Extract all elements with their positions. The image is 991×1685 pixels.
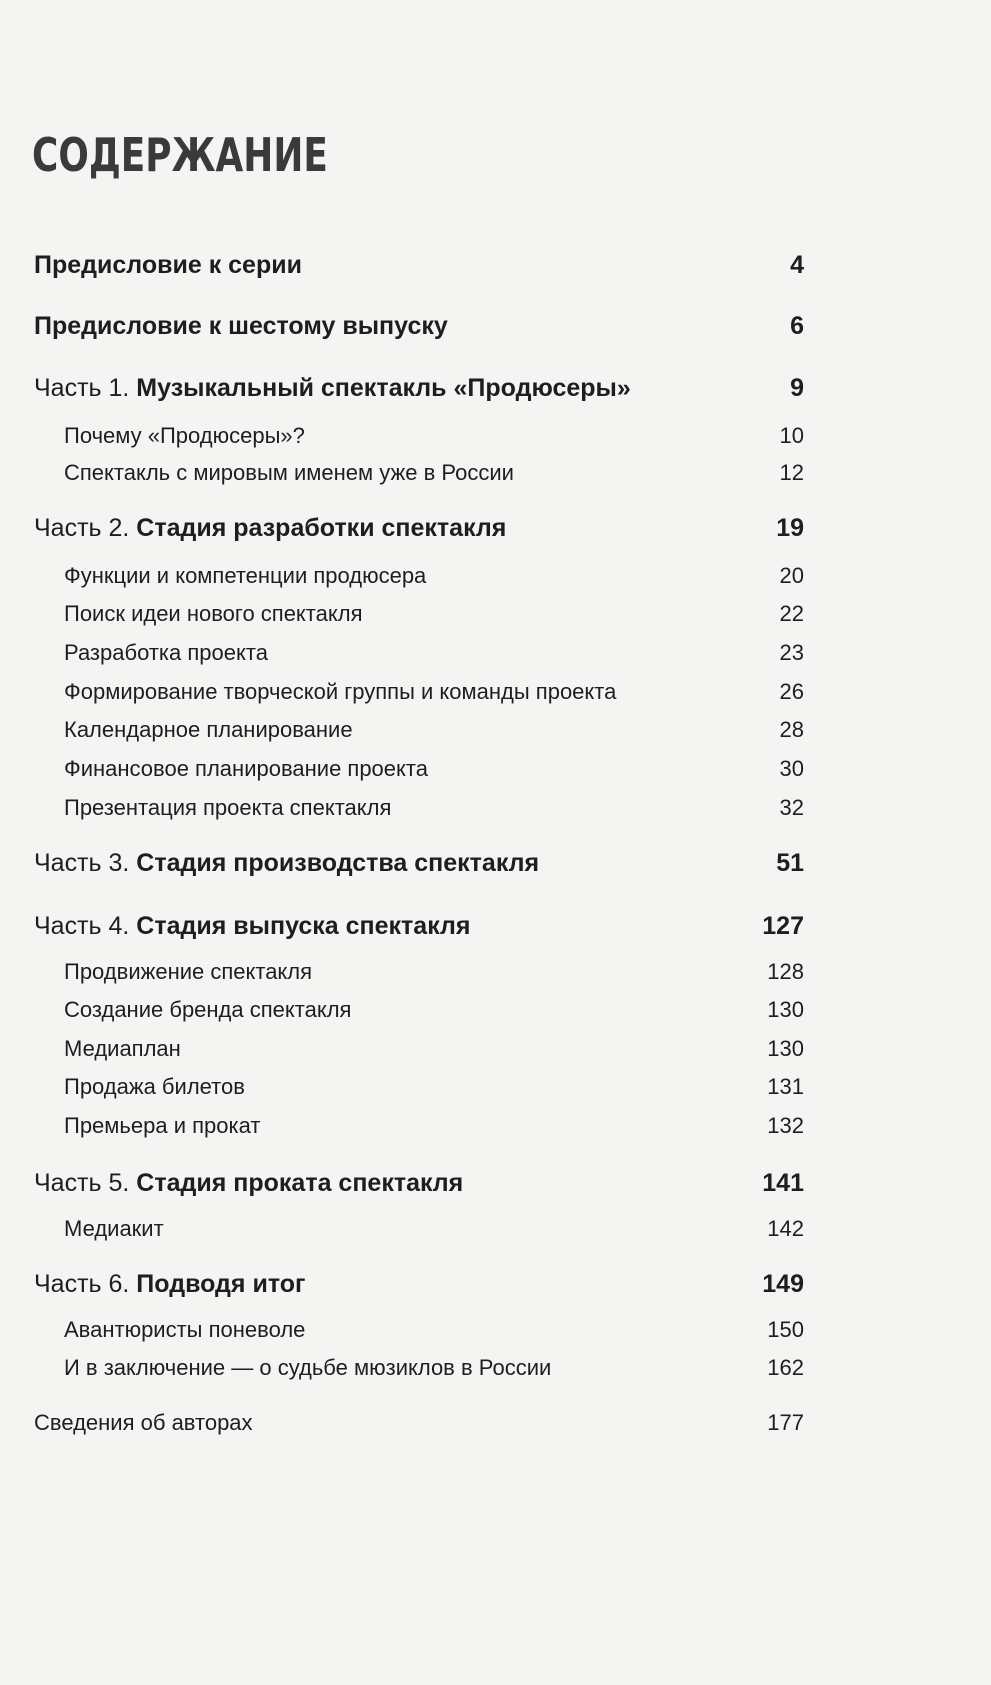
toc-entry-label: Поиск идеи нового спектакля [64,601,363,626]
toc-part-prefix: Часть 5. [34,1169,137,1197]
toc-part-title: Стадия разработки спектакля [136,514,507,542]
toc-part-prefix: Часть 4. [34,912,137,940]
page-title: СОДЕРЖАНИЕ [32,128,328,182]
toc-entry-label: Функции и компетенции продюсера [64,563,427,588]
toc-sub-entry[interactable] [34,1074,804,1100]
toc-entry-page: 26 [779,679,804,704]
toc-part-title: Стадия производства спектакля [136,849,540,877]
toc-sub-entry[interactable] [34,959,804,985]
toc-part-title: Подводя итог [136,1270,306,1298]
toc-sub-entry[interactable] [34,679,804,705]
toc-part-prefix: Часть 1. [34,374,137,402]
toc-sub-entry[interactable] [34,756,804,782]
toc-entry-page: 142 [767,1216,804,1241]
toc-part-title: Стадия проката спектакля [136,1169,464,1197]
toc-sub-entry[interactable] [34,601,804,627]
toc-entry-label: Премьера и прокат [64,1113,261,1138]
toc-part-prefix: Часть 3. [34,849,137,877]
toc-entry-page: 10 [779,423,804,448]
toc-entry-label: Формирование творческой группы и команды проекта [64,679,617,704]
toc-part-title: Стадия выпуска спектакля [136,912,471,940]
toc-entry-page: 4 [790,251,804,279]
toc-entry-page: 162 [767,1355,804,1380]
toc-entry-label: Почему «Продюсеры»? [64,423,305,448]
toc-entry-page: 51 [776,849,804,877]
toc-part-2[interactable] [34,514,804,543]
toc-entry-authors[interactable] [34,1410,804,1436]
toc-sub-entry[interactable] [34,1113,804,1139]
toc-entry-page: 132 [767,1113,804,1138]
toc-entry-page: 6 [790,312,804,340]
toc-entry-label: Авантюристы поневоле [64,1317,306,1342]
toc-entry-page: 22 [779,601,804,626]
toc-entry-page: 177 [767,1410,804,1435]
toc-entry-page: 150 [767,1317,804,1342]
toc-sub-entry[interactable] [34,423,804,449]
toc-entry-page: 20 [779,563,804,588]
toc-entry-page: 141 [762,1169,804,1197]
toc-sub-entry[interactable] [34,1216,804,1242]
toc-entry-page: 19 [776,514,804,542]
toc-part-4[interactable] [34,912,804,941]
toc-sub-entry[interactable] [34,640,804,666]
toc-sub-entry[interactable] [34,1355,804,1381]
toc-entry-label: Медиаплан [64,1036,181,1061]
toc-entry-label: И в заключение — о судьбе мюзиклов в России [64,1355,552,1380]
toc-entry-label: Спектакль с мировым именем уже в России [64,460,514,485]
toc-entry-page: 149 [762,1270,804,1298]
toc-entry-page: 32 [779,795,804,820]
toc-entry-label: Календарное планирование [64,717,353,742]
toc-entry-label: Продвижение спектакля [64,959,313,984]
toc-entry-label: Продажа билетов [64,1074,245,1099]
toc-entry-label: Медиакит [64,1216,164,1241]
toc-entry-page: 23 [779,640,804,665]
toc-entry-label: Сведения об авторах [34,1410,253,1435]
toc-entry-label: Презентация проекта спектакля [64,795,392,820]
toc-part-3[interactable] [34,849,804,878]
toc-entry-page: 127 [762,912,804,940]
toc-entry-page: 131 [767,1074,804,1099]
toc-sub-entry[interactable] [34,460,804,486]
toc-sub-entry[interactable] [34,1036,804,1062]
toc-entry-label: Предисловие к серии [34,251,302,279]
toc-entry-page: 130 [767,997,804,1022]
toc-part-prefix: Часть 2. [34,514,137,542]
toc-sub-entry[interactable] [34,795,804,821]
toc-sub-entry[interactable] [34,563,804,589]
toc-entry-page: 12 [779,460,804,485]
toc-part-prefix: Часть 6. [34,1270,137,1298]
toc-part-6[interactable] [34,1270,804,1299]
toc-sub-entry[interactable] [34,1317,804,1343]
toc-part-1[interactable] [34,374,804,403]
toc-entry-preface-series[interactable] [34,251,804,280]
toc-entry-page: 9 [790,374,804,402]
toc-part-title: Музыкальный спектакль «Продюсеры» [136,374,631,402]
toc-sub-entry[interactable] [34,717,804,743]
toc-entry-page: 28 [779,717,804,742]
toc-entry-page: 30 [779,756,804,781]
toc-entry-label: Предисловие к шестому выпуску [34,312,448,340]
toc-part-5[interactable] [34,1169,804,1198]
toc-entry-label: Разработка проекта [64,640,268,665]
toc-entry-preface-sixth[interactable] [34,312,804,341]
toc-entry-label: Финансовое планирование проекта [64,756,428,781]
toc-entry-label: Создание бренда спектакля [64,997,352,1022]
toc-entry-page: 130 [767,1036,804,1061]
toc-sub-entry[interactable] [34,997,804,1023]
toc-entry-page: 128 [767,959,804,984]
